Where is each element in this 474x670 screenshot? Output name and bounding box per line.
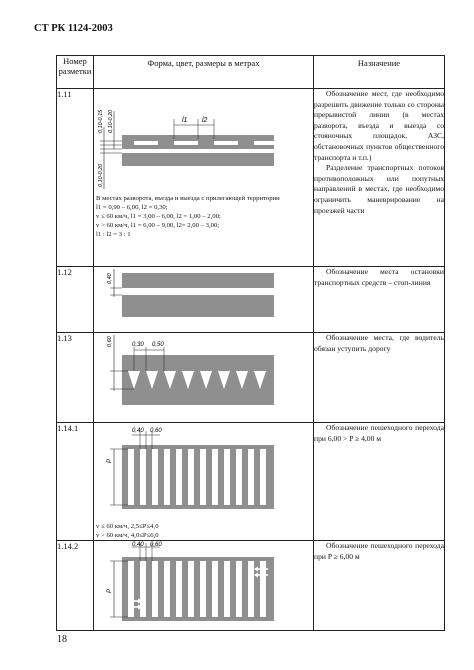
dash [254,141,274,145]
table-row [57,267,445,333]
dash [134,141,158,145]
purpose-text: Обозначение пешеходного перехода при P ≥ 6,00 м [314,541,444,561]
dim-side: 0,60 [107,336,113,347]
note-line: l1 = 0,90 – 6,00, l2 = 0,30; [96,204,168,211]
table-row [57,333,445,423]
table-header-row [57,56,445,89]
purpose-text: Обозначение мест, где необходимо разрешить движение только со стороны прерывистой линии (в местах разворота, въезда и выезда со стояночных площадок, АЗС, обстановочных пунктов общественного транспорта и т.п.) [314,89,444,162]
dash [214,141,238,145]
dim-a: 0,30 [132,342,144,348]
dim-b: 0,50 [152,342,164,348]
note-line: v > 60 км/ч, l1 = 6,00 – 9,00, l2= 2,00 – 3,00; [96,222,220,229]
dim-b: 0,60 [150,542,162,548]
note-1-14-1 [94,522,313,540]
row-num: 1.11 [57,89,94,267]
row-num: 1.12 [57,267,94,333]
row-purpose [314,541,445,631]
dim-b: 0,60 [150,428,162,434]
dim-side: 0,40 [107,273,113,284]
schematic-1-11 [94,89,313,239]
table-row [57,541,445,631]
note-line: v > 60 км/ч, 4,0≤P≤6,0 [96,532,159,539]
purpose-text: Обозначение пешеходного перехода при 6,00 > P ≥ 4,00 м [314,423,444,443]
row-form [94,267,314,333]
note-line: В местах разворота, въезда и выезда с прилегающей территории [96,195,280,202]
dim-side-top: 0,10-0,15 [98,109,104,133]
header-num: Номер разметки [57,56,94,89]
note-line: v ≤ 60 км/ч, l1 = 3,00 – 6,00, l2 = 1,00 – 2,00; [96,213,221,220]
row-purpose [314,333,445,423]
row-num: 1.14.2 [57,541,94,631]
road-surface [122,273,274,288]
row-form [94,423,314,541]
marking-1-14-1-diagram [94,423,314,515]
table-row [57,89,445,267]
marking-1-14-2-diagram [94,541,314,625]
header-purpose: Назначение [314,56,445,89]
purpose-text: Обозначение места остановки транспортных средств – стоп-линия [314,267,444,287]
purpose-text: Разделение транспортных потоков противоположных или попутных направлений в местах, где необходимо ограничить маневрирование на проезжей части [314,163,444,215]
solid-line [122,149,274,153]
row-purpose [314,423,445,541]
row-form [94,541,314,631]
row-num: 1.14.1 [57,423,94,541]
row-num: 1.13 [57,333,94,423]
dim-a: 0,40 [132,428,144,434]
row-purpose [314,267,445,333]
dim-l1: l1 [182,117,188,124]
dim-side-mid: 0,10-0,20 [108,109,114,133]
marking-1-11-diagram [94,89,314,189]
note-line: v ≤ 60 км/ч, 2,5≤P≤4,0 [96,523,159,530]
stop-line [122,288,274,295]
row-form [94,333,314,423]
row-purpose [314,89,445,267]
markings-table [56,55,445,631]
header-form: Форма, цвет, размеры в метрах [94,56,314,89]
dim-p: P [107,458,113,463]
road-surface [122,355,274,405]
dim-p: P [107,588,113,593]
row-form [94,89,314,267]
page-number: 18 [57,634,67,645]
doc-header: СТ РК 1124-2003 [34,23,113,34]
note-1-11 [94,194,313,239]
dim-side-bot: 0,10-0,20 [98,163,104,187]
road-surface [122,295,274,317]
dim-a: 0,40 [132,542,144,548]
note-line: l1 : l2 = 3 : 1 [96,231,131,238]
purpose-text: Обозначение места, где водитель обязан уступить дорогу [314,333,444,353]
marking-1-13-diagram [94,333,314,417]
table-row [57,423,445,541]
dim-l2: l2 [202,117,208,124]
marking-1-12-diagram [94,267,314,327]
dash [174,141,198,145]
